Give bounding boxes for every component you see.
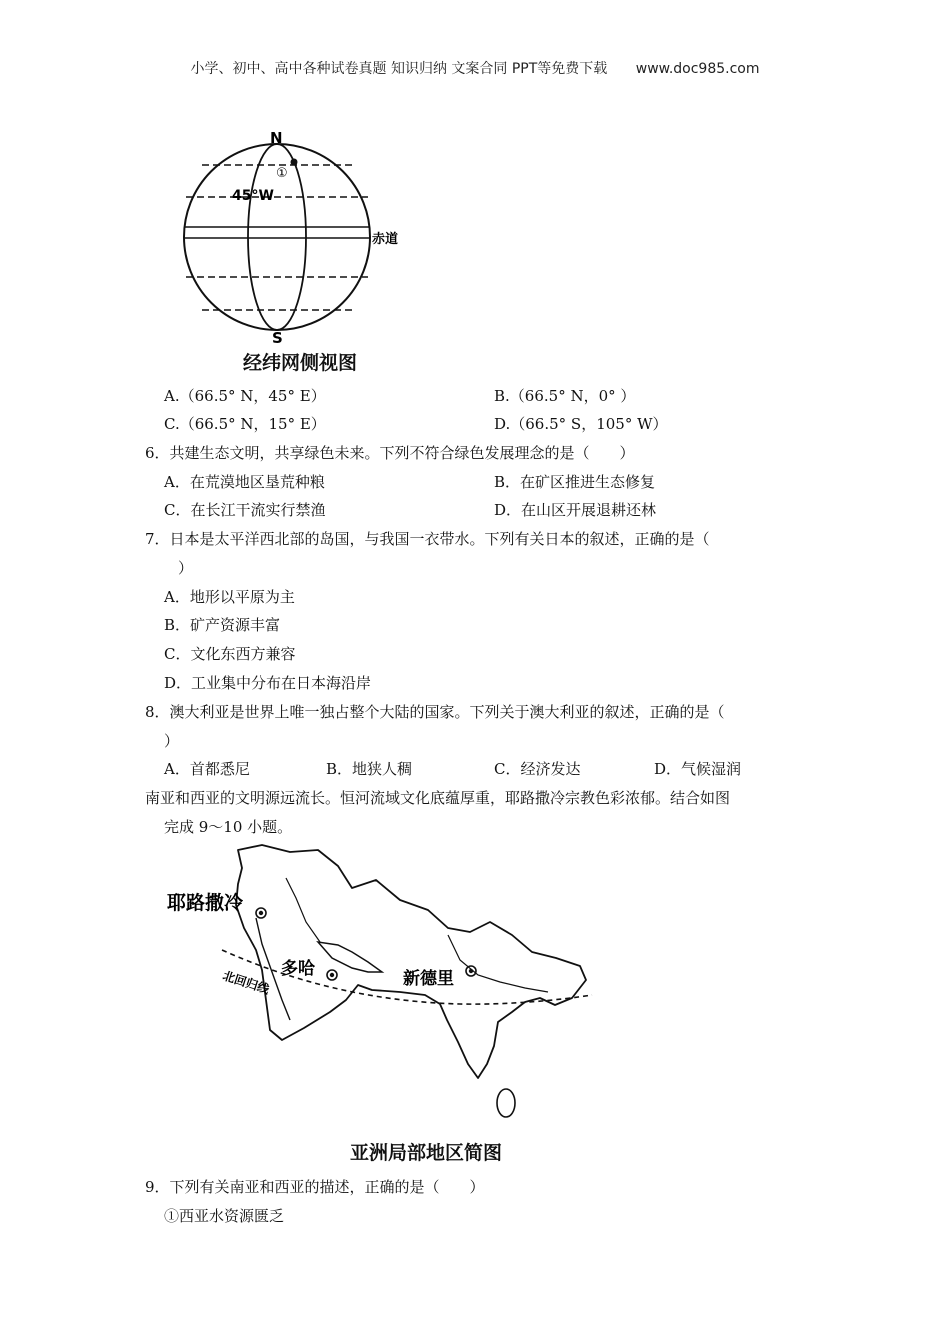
figure1-caption: 经纬网侧视图	[243, 352, 358, 374]
q6-stem: 6．共建生态文明，共享绿色未来。下列不符合绿色发展理念的是（ ）	[145, 444, 635, 462]
river-2	[448, 935, 548, 992]
q8-stem-end: ）	[164, 732, 180, 750]
q7-option-a: A．地形以平原为主	[164, 588, 295, 606]
q8-option-b: B．地狭人稠	[326, 760, 413, 778]
q8-option-a: A．首都悉尼	[164, 760, 250, 778]
q6-option-a: A．在荒漠地区垦荒种粮	[164, 473, 325, 491]
jerusalem-label: 耶路撒冷	[167, 892, 244, 914]
meridian-label: 45°W	[232, 188, 274, 204]
q6-option-d: D．在山区开展退耕还林	[494, 501, 657, 519]
q8-stem: 8．澳大利亚是世界上唯一独占整个大陆的国家。下列关于澳大利亚的叙述，正确的是（	[145, 703, 725, 721]
q8-option-d: D．气候湿润	[654, 760, 742, 778]
equator-label: 赤道	[372, 232, 399, 247]
q5-option-a: A.（66.5° N，45° E）	[164, 387, 326, 405]
doha-dot	[330, 973, 334, 977]
persian-gulf	[318, 942, 382, 972]
north-label: N	[270, 129, 283, 147]
doha-label: 多哈	[281, 959, 315, 979]
delhi-dot	[469, 969, 473, 973]
figure2-caption: 亚洲局部地区简图	[350, 1142, 503, 1164]
q5-option-d: D.（66.5° S，105° W）	[494, 415, 668, 433]
q7-stem-end: ）	[178, 559, 194, 577]
point-1-marker	[291, 159, 298, 166]
q7-option-c: C．文化东西方兼容	[164, 645, 296, 663]
point-1-label: ①	[276, 166, 288, 181]
q9-item-1: ①西亚水资源匮乏	[164, 1207, 285, 1225]
south-label: S	[272, 329, 283, 347]
q9-stem: 9．下列有关南亚和西亚的描述，正确的是（ ）	[145, 1178, 485, 1196]
jerusalem-dot	[259, 911, 263, 915]
q6-option-b: B．在矿区推进生态修复	[494, 473, 656, 491]
q7-option-b: B．矿产资源丰富	[164, 616, 281, 634]
delhi-label: 新德里	[403, 969, 454, 989]
header-text: 小学、初中、高中各种试卷真题 知识归纳 文案合同 PPT等免费下载	[190, 61, 608, 77]
graticule-figure	[150, 125, 410, 375]
header-url[interactable]: www.doc985.com	[635, 61, 760, 77]
page-header	[0, 58, 950, 78]
q7-stem: 7．日本是太平洋西北部的岛国，与我国一衣带水。下列有关日本的叙述，正确的是（	[145, 530, 710, 548]
q6-option-c: C．在长江干流实行禁渔	[164, 501, 326, 519]
q7-option-d: D．工业集中分布在日本海沿岸	[164, 674, 372, 692]
q8-option-c: C．经济发达	[494, 760, 581, 778]
river-1	[286, 878, 320, 942]
sri-lanka	[497, 1089, 515, 1117]
intro-line-1: 南亚和西亚的文明源远流长。恒河流域文化底蕴厚重，耶路撒冷宗教色彩浓郁。结合如图	[145, 789, 731, 807]
asia-map-figure	[160, 838, 600, 1128]
q5-option-b: B.（66.5° N，0° ）	[494, 387, 636, 405]
tropic-label: 北回归线	[221, 968, 272, 997]
q5-option-c: C.（66.5° N，15° E）	[164, 415, 326, 433]
intro-line-2: 完成 9～10 小题。	[164, 818, 293, 836]
